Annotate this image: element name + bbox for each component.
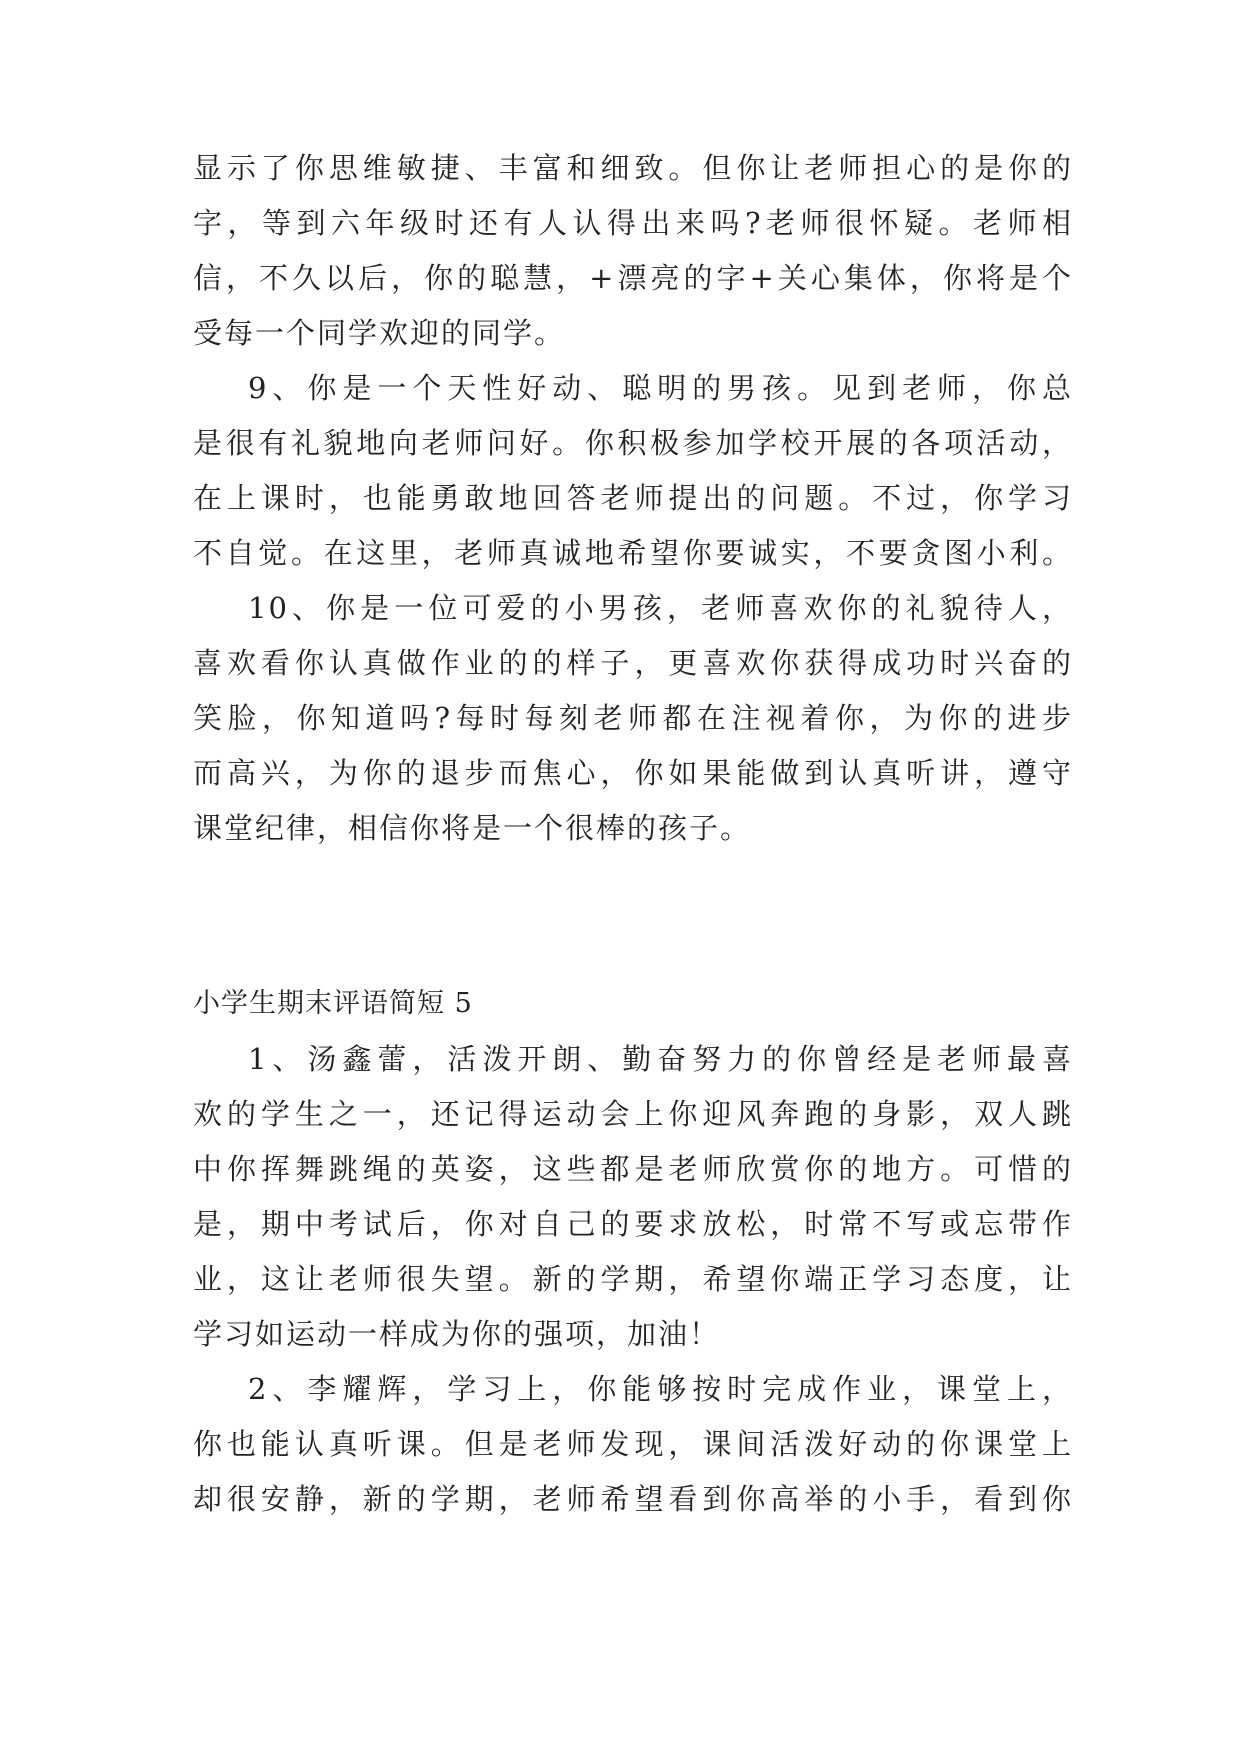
text-line: 是很有礼貌地向老师问好。你积极参加学校开展的各项活动， (193, 426, 1073, 460)
text-line: 1、汤鑫蕾，活泼开朗、勤奋努力的你曾经是老师最喜 (248, 1042, 1073, 1076)
text-line: 受每一个同学欢迎的同学。 (193, 316, 566, 350)
text-line: 不自觉。在这里，老师真诚地希望你要诚实，不要贪图小利。 (193, 536, 1073, 570)
text-line: 而高兴，为你的退步而焦心，你如果能做到认真听讲，遵守 (193, 756, 1073, 790)
text-line: 学习如运动一样成为你的强项，加油！ (193, 1317, 721, 1351)
text-line: 2、李耀辉，学习上，你能够按时完成作业，课堂上， (248, 1372, 1073, 1406)
section-heading: 小学生期末评语简短 5 (193, 988, 473, 1019)
text-line: 你也能认真听课。但是老师发现，课间活泼好动的你课堂上 (193, 1427, 1073, 1461)
text-line: 喜欢看你认真做作业的的样子，更喜欢你获得成功时兴奋的 (193, 646, 1073, 680)
text-line: 9、你是一个天性好动、聪明的男孩。见到老师，你总 (248, 371, 1073, 405)
text-line: 是，期中考试后，你对自己的要求放松，时常不写或忘带作 (193, 1207, 1073, 1241)
text-line: 却很安静，新的学期，老师希望看到你高举的小手，看到你 (193, 1482, 1073, 1516)
text-line: 课堂纪律，相信你将是一个很棒的孩子。 (193, 811, 752, 845)
text-line: 中你挥舞跳绳的英姿，这些都是老师欣赏你的地方。可惜的 (193, 1152, 1073, 1186)
text-line: 业，这让老师很失望。新的学期，希望你端正学习态度，让 (193, 1262, 1073, 1296)
text-line: 信，不久以后，你的聪慧，+漂亮的字+关心集体，你将是个 (193, 261, 1073, 295)
text-line: 在上课时，也能勇敢地回答老师提出的问题。不过，你学习 (193, 481, 1073, 515)
text-line: 欢的学生之一，还记得运动会上你迎风奔跑的身影，双人跳 (193, 1097, 1073, 1131)
text-line: 显示了你思维敏捷、丰富和细致。但你让老师担心的是你的 (193, 151, 1073, 185)
text-line: 10、你是一位可爱的小男孩，老师喜欢你的礼貌待人， (248, 591, 1073, 625)
text-line: 字，等到六年级时还有人认得出来吗?老师很怀疑。老师相 (193, 206, 1073, 240)
text-line: 笑脸，你知道吗?每时每刻老师都在注视着你，为你的进步 (193, 701, 1073, 735)
